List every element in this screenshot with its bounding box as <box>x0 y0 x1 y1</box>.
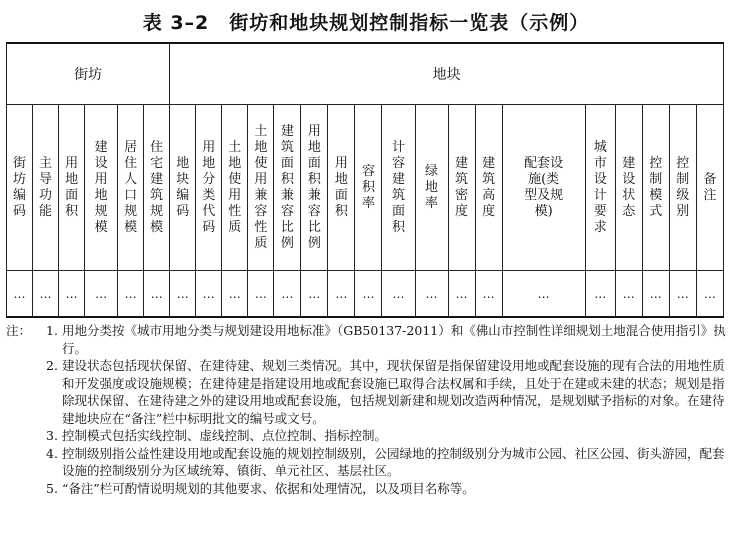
table-cell: … <box>248 271 274 318</box>
control-indicator-table <box>6 42 724 318</box>
table-cell: … <box>118 271 144 318</box>
column-header: 用地面积兼容比例 <box>301 105 328 271</box>
column-header: 建筑面积兼容比例 <box>274 105 301 271</box>
table-notes <box>6 322 726 497</box>
note-number: 2. <box>46 358 58 373</box>
table-cell: … <box>615 271 642 318</box>
table-cell: … <box>696 271 723 318</box>
column-header: 住宅建筑规模 <box>144 105 170 271</box>
column-header: 计容建筑面积 <box>382 105 415 271</box>
column-header: 配套设施(类型及规模) <box>502 105 585 271</box>
note-text: 建设状态包括现状保留、在建待建、规划三类情况。其中，现状保留是指保留建设用地或配套设施的现有合法的用地性质和开发强度或设施规模；在建待建是指建设用地或配套设施已取得合法权属和手续，且处于在建或未建的状态；规划是指除现状保留、在建待建之外的建设用地或配套设施，包括规划新建和规划改造两种情况，是规划赋予指标的对象。在建待建地块应在“备注”栏中标明批文的编号或文号。 <box>62 358 725 426</box>
column-header: 城市设计要求 <box>585 105 615 271</box>
column-header: 用地分类代码 <box>196 105 222 271</box>
note-number: 1. <box>46 323 58 338</box>
table-cell: … <box>222 271 248 318</box>
table-cell: … <box>85 271 118 318</box>
column-header: 居住人口规模 <box>118 105 144 271</box>
note-item <box>6 322 726 357</box>
column-header: 绿地率 <box>415 105 448 271</box>
column-header: 建筑高度 <box>475 105 502 271</box>
table-cell: … <box>585 271 615 318</box>
table-cell: … <box>7 271 33 318</box>
table-cell: … <box>642 271 669 318</box>
column-header: 用地面积 <box>328 105 355 271</box>
column-header: 土地使用性质 <box>222 105 248 271</box>
column-header: 街坊编码 <box>7 105 33 271</box>
column-header: 建设状态 <box>615 105 642 271</box>
table-cell: … <box>669 271 696 318</box>
note-item <box>6 357 726 427</box>
table-cell: … <box>355 271 382 318</box>
table-cell: … <box>301 271 328 318</box>
column-header: 用地面积 <box>59 105 85 271</box>
table-cell: … <box>33 271 59 318</box>
column-header: 控制模式 <box>642 105 669 271</box>
table-cell: … <box>59 271 85 318</box>
note-number: 3. <box>46 428 58 443</box>
table-cell: … <box>382 271 415 318</box>
column-header: 容积率 <box>355 105 382 271</box>
column-header: 土地使用兼容性质 <box>248 105 274 271</box>
block-group-header: 街坊 <box>7 43 170 105</box>
table-cell: … <box>448 271 475 318</box>
note-text: 用地分类按《城市用地分类与规划建设用地标准》（GB50137-2011）和《佛山市控制性详细规划土地混合使用指引》执行。 <box>62 323 726 356</box>
notes-label: 注： <box>6 323 32 338</box>
column-header: 备注 <box>696 105 723 271</box>
note-text: 控制模式包括实线控制、虚线控制、点位控制、指标控制。 <box>62 428 388 443</box>
note-item <box>6 427 726 445</box>
plot-group-header: 地块 <box>170 43 724 105</box>
table-cell: … <box>502 271 585 318</box>
column-header: 建筑密度 <box>448 105 475 271</box>
note-number: 4. <box>46 445 58 461</box>
note-number: 5. <box>46 480 58 496</box>
table-cell: … <box>328 271 355 318</box>
column-header: 建设用地规模 <box>85 105 118 271</box>
table-title: 表 3–2 街坊和地块规划控制指标一览表（示例） <box>142 12 590 34</box>
table-cell: … <box>170 271 196 318</box>
column-header: 控制级别 <box>669 105 696 271</box>
table-cell: … <box>144 271 170 318</box>
note-text: 控制级别指公益性建设用地或配套设施的规划控制级别，公园绿地的控制级别分为城市公园、社区公园、街头游园，配套设施的控制级别分为区域统筹、镇街、单元社区、基层社区。 <box>62 445 725 478</box>
column-header: 地块编码 <box>170 105 196 271</box>
table-cell: … <box>415 271 448 318</box>
note-item <box>6 445 726 480</box>
table-row <box>7 271 724 318</box>
note-text: “备注”栏可酌情说明规划的其他要求、依据和处理情况，以及项目名称等。 <box>62 480 475 496</box>
table-cell: … <box>274 271 301 318</box>
note-item <box>6 480 726 498</box>
table-cell: … <box>196 271 222 318</box>
column-header: 主导功能 <box>33 105 59 271</box>
table-cell: … <box>475 271 502 318</box>
